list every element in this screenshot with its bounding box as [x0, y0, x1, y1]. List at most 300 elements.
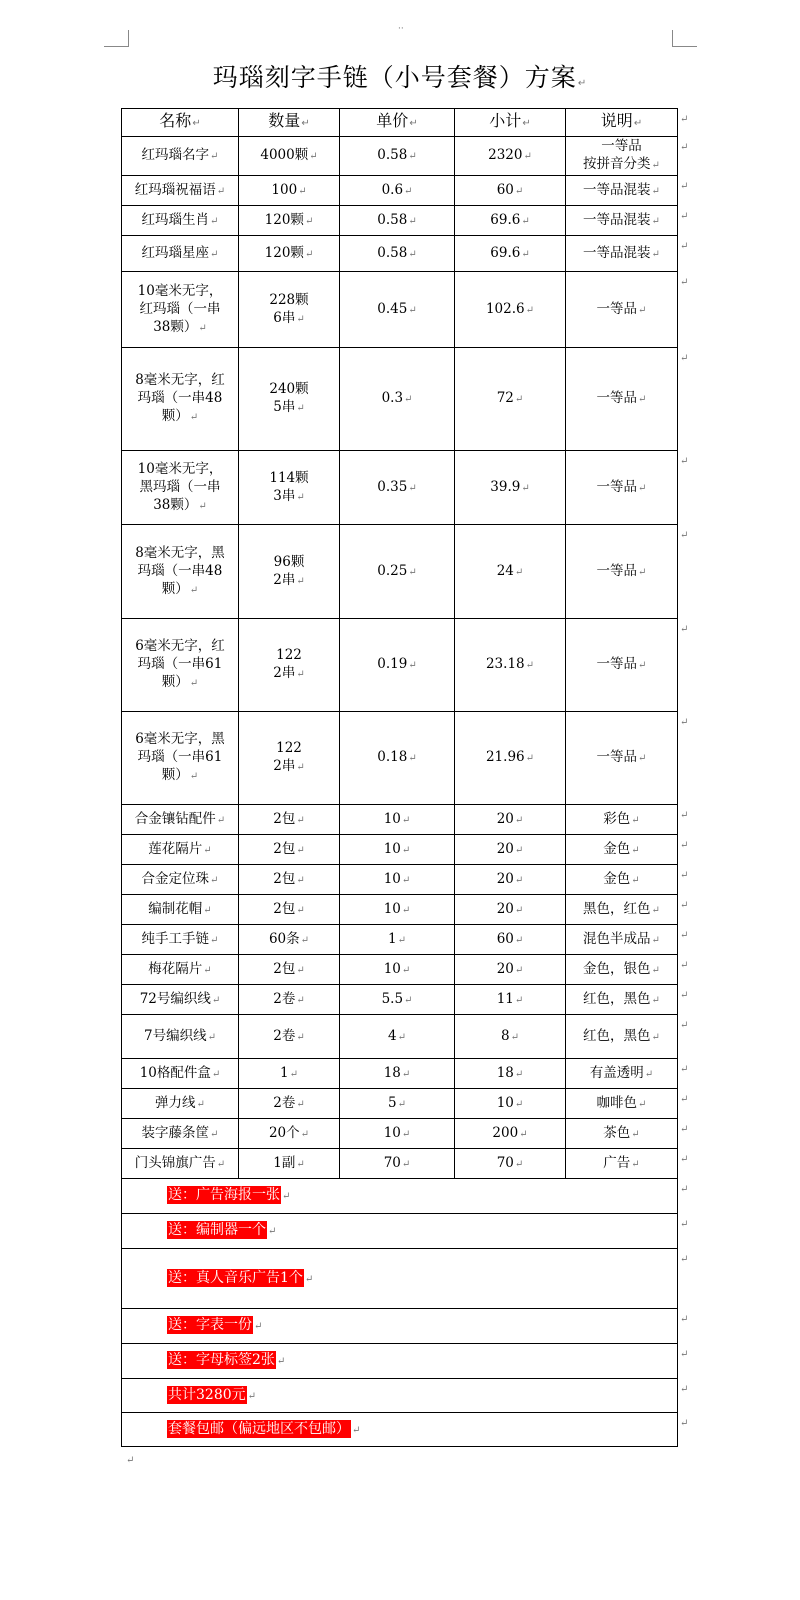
cell-mark: ↵: [638, 1098, 647, 1110]
cell-mark: ↵: [651, 185, 660, 197]
cell-subtotal: [455, 865, 566, 895]
cell-mark: ↵: [203, 904, 212, 916]
cell-name-text: 合金镶钻配件: [134, 810, 216, 827]
cell-mark: ↵: [304, 215, 314, 227]
cell-mark: ↵: [525, 660, 535, 671]
gift-cell: [122, 1413, 678, 1447]
cell-note-text: 一等品: [596, 478, 638, 495]
cell-name: [122, 865, 239, 895]
cell-qty-text: 2包: [273, 870, 296, 887]
cell-mark: ↵: [644, 1068, 654, 1080]
cell-mark: ↵: [189, 412, 199, 423]
cell-price: [340, 176, 455, 206]
table-row: [122, 236, 678, 272]
cell-mark: ↵: [296, 964, 305, 976]
cell-mark: ↵: [408, 566, 417, 578]
cell-price-text: 1: [388, 930, 397, 947]
cell-qty: [239, 176, 340, 206]
cell-price: [340, 272, 455, 348]
cell-mark: ↵: [651, 1031, 660, 1043]
cell-mark: ↵: [189, 678, 199, 689]
cell-subtotal-text: 70: [496, 1154, 514, 1171]
cell-qty: [239, 985, 340, 1015]
cell-note: [566, 1089, 678, 1119]
cell-name: [122, 348, 239, 451]
table-row: [122, 835, 678, 865]
cell-qty-text: 2卷: [273, 1094, 296, 1111]
cell-subtotal-text: 20: [496, 900, 514, 917]
row-end-mark: ↵: [680, 1184, 689, 1195]
cell-name: [122, 451, 239, 525]
cell-mark: ↵: [514, 814, 524, 826]
cell-name-text: 6毫米无字，红 玛瑙（一串61 颗）: [135, 638, 225, 690]
cell-mark: ↵: [651, 248, 660, 260]
cell-name-text: 6毫米无字，黑 玛瑙（一串61 颗）: [135, 731, 225, 783]
cell-mark: ↵: [401, 904, 411, 916]
cell-price: [340, 1089, 455, 1119]
cell-mark: ↵: [189, 771, 199, 782]
cell-name: [122, 1059, 239, 1089]
cell-mark: ↵: [397, 1031, 406, 1043]
gift-highlight-text: 送：编制器一个: [168, 1222, 266, 1238]
row-end-mark: ↵: [680, 211, 689, 222]
cell-mark: ↵: [216, 814, 226, 826]
table-row: [122, 1059, 678, 1089]
cell-mark: ↵: [207, 1031, 216, 1043]
cell-mark: ↵: [521, 215, 530, 227]
row-end-mark: ↵: [680, 241, 689, 252]
cell-mark: ↵: [401, 964, 411, 976]
cell-note: [566, 712, 678, 805]
gift-highlight-text: 套餐包邮（偏远地区不包邮）: [168, 1420, 350, 1437]
cell-qty: [239, 236, 340, 272]
cell-qty-text: 122 2串: [273, 647, 302, 681]
cell-mark: ↵: [631, 1128, 640, 1140]
cell-mark: ↵: [408, 304, 417, 316]
page-corner-mark-top-right: [672, 30, 697, 47]
cell-price: [340, 619, 455, 712]
cell-mark: ↵: [638, 566, 647, 578]
cell-note: [566, 137, 678, 176]
gift-highlight-text: 送：字表一份: [168, 1317, 252, 1333]
cell-price-text: 10: [383, 840, 401, 857]
cell-note-text: 茶色: [603, 1124, 631, 1141]
cell-mark: ↵: [651, 904, 660, 916]
cell-name-text: 纯手工手链: [141, 930, 210, 947]
cell-name: [122, 619, 239, 712]
cell-name: [122, 1089, 239, 1119]
cell-subtotal-text: 39.9: [490, 478, 521, 495]
cell-mark: ↵: [514, 874, 524, 886]
cell-price-text: 0.6: [381, 181, 404, 198]
cell-name: [122, 835, 239, 865]
cell-note: [566, 895, 678, 925]
cell-mark: ↵: [304, 1273, 314, 1285]
cell-price: [340, 1059, 455, 1089]
gift-cell: [122, 1179, 678, 1214]
cell-mark: ↵: [651, 215, 660, 227]
cell-name: [122, 985, 239, 1015]
cell-price: [340, 835, 455, 865]
cell-mark: ↵: [522, 118, 531, 129]
cell-price-text: 5: [388, 1094, 397, 1111]
row-end-mark: ↵: [680, 142, 689, 153]
price-table: [121, 108, 678, 1447]
cell-note-text: 金色，银色: [583, 960, 651, 977]
cell-note-text: 一等品 按拼音分类: [583, 138, 651, 172]
cell-mark: ↵: [198, 500, 207, 512]
cell-subtotal: [455, 176, 566, 206]
cell-mark: ↵: [210, 874, 219, 886]
cell-name-text: 8毫米无字，黑 玛瑙（一串48 颗）: [135, 544, 225, 597]
cell-note: [566, 955, 678, 985]
cell-qty: [239, 525, 340, 619]
cell-subtotal: [455, 925, 566, 955]
cell-price: [340, 1015, 455, 1059]
cell-qty-text: 2卷: [273, 990, 296, 1007]
cell-note-text: 一等品: [596, 562, 638, 579]
cell-name-text: 红玛瑙星座: [141, 244, 210, 261]
cell-qty-text: 2包: [273, 960, 296, 977]
cell-price-text: 5.5: [381, 990, 404, 1007]
table-row: [122, 176, 678, 206]
cell-subtotal: [455, 1119, 566, 1149]
cell-note: [566, 835, 678, 865]
cell-price: [340, 137, 455, 176]
cell-note-text: 一等品混装: [583, 244, 651, 261]
page-corner-mark-top-left: [104, 30, 129, 47]
cell-mark: ↵: [210, 934, 219, 946]
cell-mark: ↵: [352, 1424, 361, 1436]
cell-mark: ↵: [514, 1098, 524, 1110]
cell-subtotal: [455, 1089, 566, 1119]
cell-mark: ↵: [401, 1158, 411, 1170]
cell-subtotal: [455, 835, 566, 865]
cell-mark: ↵: [296, 669, 305, 680]
cell-note-text: 黑色，红色: [583, 900, 651, 917]
cell-note: [566, 805, 678, 835]
cell-subtotal: [455, 137, 566, 176]
cell-mark: ↵: [510, 1031, 519, 1043]
cell-mark: ↵: [268, 1226, 277, 1237]
cell-qty: [239, 805, 340, 835]
cell-subtotal: [455, 985, 566, 1015]
cell-name: [122, 1119, 239, 1149]
row-end-mark: ↵: [680, 960, 689, 971]
cell-note: [566, 236, 678, 272]
cell-mark: ↵: [198, 322, 207, 334]
cell-mark: ↵: [404, 394, 413, 405]
cell-mark: ↵: [276, 1356, 286, 1367]
cell-name-text: 装字藤条筐: [141, 1124, 210, 1141]
cell-mark: ↵: [210, 215, 219, 227]
cell-subtotal: [455, 895, 566, 925]
cell-subtotal-text: 18: [496, 1064, 514, 1081]
row-end-mark: ↵: [680, 840, 689, 851]
cell-note: [566, 176, 678, 206]
cell-note-text: 红色，黑色: [583, 990, 651, 1007]
cell-mark: ↵: [210, 248, 219, 260]
cell-qty: [239, 712, 340, 805]
top-dots: ··: [398, 24, 404, 34]
cell-mark: ↵: [404, 185, 413, 197]
cell-subtotal-text: 10: [496, 1094, 514, 1111]
cell-qty-text: 114颗 3串: [269, 469, 309, 504]
table-header-row: [122, 109, 678, 137]
gift-cell: [122, 1214, 678, 1249]
table-row: [122, 272, 678, 348]
cell-mark: ↵: [631, 874, 640, 886]
cell-name: [122, 712, 239, 805]
cell-qty: [239, 137, 340, 176]
cell-mark: ↵: [296, 313, 305, 325]
cell-mark: ↵: [203, 964, 212, 976]
cell-note-text: 广告: [603, 1154, 631, 1171]
cell-mark: ↵: [401, 874, 411, 886]
document-title: 玛瑙刻字手链（小号套餐）方案↵: [212, 63, 588, 92]
cell-price: [340, 712, 455, 805]
cell-qty-text: 2包: [273, 900, 296, 917]
cell-qty: [239, 1149, 340, 1179]
cell-mark: ↵: [296, 814, 305, 826]
row-end-mark: ↵: [680, 530, 689, 541]
cell-mark: ↵: [651, 934, 660, 946]
cell-price: [340, 451, 455, 525]
cell-qty: [239, 272, 340, 348]
cell-price-text: 0.58: [377, 147, 408, 163]
row-end-mark: ↵: [680, 1064, 689, 1075]
cell-name: [122, 925, 239, 955]
cell-mark: ↵: [196, 1098, 205, 1110]
cell-mark: ↵: [633, 118, 643, 129]
cell-price-text: 0.19: [377, 656, 408, 672]
cell-mark: ↵: [631, 844, 640, 856]
cell-subtotal: [455, 955, 566, 985]
cell-price: [340, 348, 455, 451]
cell-mark: ↵: [631, 814, 640, 826]
cell-mark: ↵: [525, 753, 535, 764]
cell-name-text: 72号编织线: [139, 990, 211, 1007]
cell-note-text: 金色: [603, 840, 631, 857]
gift-row: [122, 1179, 678, 1214]
cell-mark: ↵: [521, 248, 530, 260]
row-end-mark: ↵: [680, 1219, 689, 1230]
table-row: [122, 712, 678, 805]
gift-cell: [122, 1379, 678, 1413]
cell-mark: ↵: [401, 1068, 411, 1080]
cell-qty: [239, 348, 340, 451]
cell-mark: ↵: [409, 118, 418, 129]
cell-subtotal-text: 69.6: [490, 211, 521, 228]
table-row: [122, 137, 678, 176]
row-end-mark: ↵: [680, 456, 689, 467]
gift-cell: [122, 1344, 678, 1379]
cell-note: [566, 1015, 678, 1059]
cell-name-text: 10毫米无字， 红玛瑙（一串 38颗）: [137, 282, 223, 335]
row-end-mark: ↵: [680, 870, 689, 881]
cell-mark: ↵: [514, 1158, 524, 1170]
cell-note-text: 混色半成品: [583, 930, 651, 947]
row-end-mark: ↵: [680, 181, 689, 192]
cell-name: [122, 1149, 239, 1179]
cell-mark: ↵: [216, 1158, 226, 1170]
cell-price-text: 0.3: [381, 390, 404, 406]
cell-note: [566, 865, 678, 895]
cell-mark: ↵: [304, 248, 314, 260]
cell-mark: ↵: [631, 1158, 640, 1170]
cell-name-text: 红玛瑙名字: [141, 147, 210, 163]
cell-note-text: 一等品: [596, 749, 638, 765]
cell-mark: ↵: [514, 904, 524, 916]
cell-qty: [239, 925, 340, 955]
cell-subtotal-text: 200: [492, 1124, 519, 1141]
cell-mark: ↵: [519, 1128, 528, 1140]
cell-name-text: 莲花隔片: [148, 840, 203, 857]
cell-mark: ↵: [514, 964, 524, 976]
cell-qty-text: 1副: [273, 1154, 296, 1171]
row-end-mark: ↵: [680, 624, 689, 635]
cell-mark: ↵: [651, 994, 660, 1006]
gift-highlight-text: 送：真人音乐广告1个: [168, 1269, 303, 1286]
row-end-mark: ↵: [680, 1124, 689, 1135]
cell-qty: [239, 451, 340, 525]
cell-name-text: 10格配件盒: [139, 1064, 211, 1081]
header-cell: [340, 109, 455, 137]
cell-note-text: 红色，黑色: [583, 1027, 651, 1044]
row-end-mark: ↵: [680, 114, 689, 125]
cell-mark: ↵: [300, 934, 310, 946]
table-row: [122, 1015, 678, 1059]
cell-note-text: 彩色: [603, 810, 631, 827]
cell-price: [340, 206, 455, 236]
cell-qty-text: 228颗 6串: [269, 291, 309, 326]
cell-mark: ↵: [525, 304, 535, 316]
cell-qty-text: 2包: [273, 840, 296, 857]
row-end-mark: ↵: [680, 1349, 689, 1360]
cell-price-text: 0.58: [377, 211, 408, 228]
cell-mark: ↵: [309, 151, 318, 162]
cell-mark: ↵: [216, 185, 226, 197]
cell-mark: ↵: [282, 1191, 291, 1202]
cell-subtotal-text: 21.96: [485, 749, 525, 765]
gift-highlight-text: 共计3280元: [168, 1386, 246, 1403]
row-end-mark: ↵: [680, 1254, 689, 1265]
row-end-mark: ↵: [680, 717, 689, 728]
cell-subtotal: [455, 1059, 566, 1089]
cell-price-text: 0.35: [377, 478, 408, 495]
header-cell-text: 数量: [268, 111, 301, 130]
cell-qty-text: 1: [280, 1064, 289, 1081]
table-row: [122, 348, 678, 451]
cell-price: [340, 865, 455, 895]
cell-name: [122, 272, 239, 348]
cell-mark: ↵: [408, 151, 417, 162]
cell-subtotal-text: 8: [501, 1027, 510, 1044]
cell-mark: ↵: [408, 753, 417, 764]
gift-row: [122, 1249, 678, 1309]
cell-qty: [239, 835, 340, 865]
header-cell: [455, 109, 566, 137]
cell-note-text: 一等品: [596, 390, 638, 406]
cell-mark: ↵: [296, 994, 305, 1006]
cell-subtotal-text: 20: [496, 870, 514, 887]
cell-price-text: 10: [383, 900, 401, 917]
row-end-mark: ↵: [680, 353, 689, 364]
table-row: [122, 895, 678, 925]
cell-subtotal-text: 69.6: [490, 244, 521, 261]
header-cell-text: 小计: [489, 111, 522, 130]
cell-subtotal: [455, 1015, 566, 1059]
gift-highlight-text: 送：字母标签2张: [168, 1352, 275, 1368]
cell-note: [566, 1119, 678, 1149]
cell-subtotal-text: 20: [496, 840, 514, 857]
table-row: [122, 985, 678, 1015]
cell-qty-text: 60条: [268, 930, 300, 947]
cell-mark: ↵: [192, 118, 201, 129]
row-end-mark: ↵: [680, 277, 689, 288]
cell-name-text: 红玛瑙祝福语: [134, 181, 216, 198]
cell-mark: ↵: [296, 874, 305, 886]
header-cell: [566, 109, 678, 137]
cell-mark: ↵: [514, 934, 524, 946]
cell-mark: ↵: [514, 185, 524, 197]
cell-name-text: 10毫米无字， 黑玛瑙（一串 38颗）: [137, 460, 223, 513]
gift-row: [122, 1344, 678, 1379]
cell-mark: ↵: [298, 185, 307, 197]
header-cell-text: 说明: [600, 111, 633, 130]
row-end-mark: ↵: [680, 810, 689, 821]
cell-mark: ↵: [514, 1068, 524, 1080]
cell-note: [566, 619, 678, 712]
cell-subtotal-text: 24: [496, 562, 514, 579]
cell-mark: ↵: [404, 994, 413, 1006]
cell-mark: ↵: [408, 482, 417, 494]
cell-name: [122, 955, 239, 985]
cell-price-text: 4: [388, 1027, 397, 1044]
cell-mark: ↵: [296, 491, 305, 503]
cell-mark: ↵: [638, 304, 647, 316]
table-row: [122, 955, 678, 985]
row-end-mark: ↵: [680, 1418, 689, 1429]
cell-mark: ↵: [203, 844, 212, 856]
row-end-mark: ↵: [680, 990, 689, 1001]
cell-subtotal-text: 102.6: [485, 300, 525, 317]
cell-subtotal-text: 72: [496, 390, 514, 406]
cell-price-text: 10: [383, 870, 401, 887]
cell-mark: ↵: [211, 1068, 221, 1080]
cell-name-text: 合金定位珠: [141, 870, 210, 887]
cell-mark: ↵: [408, 215, 417, 227]
cell-note-text: 金色: [603, 870, 631, 887]
cell-mark: ↵: [296, 1158, 305, 1170]
cell-name-text: 门头锦旗广告: [134, 1154, 216, 1171]
row-end-mark: ↵: [680, 1094, 689, 1105]
cell-qty: [239, 206, 340, 236]
cell-qty-text: 100: [271, 181, 298, 198]
cell-qty-text: 96颗 2串: [273, 553, 305, 588]
cell-name-text: 弹力线: [155, 1094, 196, 1111]
cell-subtotal-text: 11: [496, 990, 514, 1007]
cell-name: [122, 895, 239, 925]
cell-subtotal: [455, 206, 566, 236]
table-row: [122, 525, 678, 619]
cell-mark: ↵: [210, 1128, 219, 1140]
cell-name: [122, 805, 239, 835]
cell-mark: ↵: [638, 482, 647, 494]
cell-price-text: 10: [383, 810, 401, 827]
cell-name: [122, 206, 239, 236]
header-cell: [122, 109, 239, 137]
